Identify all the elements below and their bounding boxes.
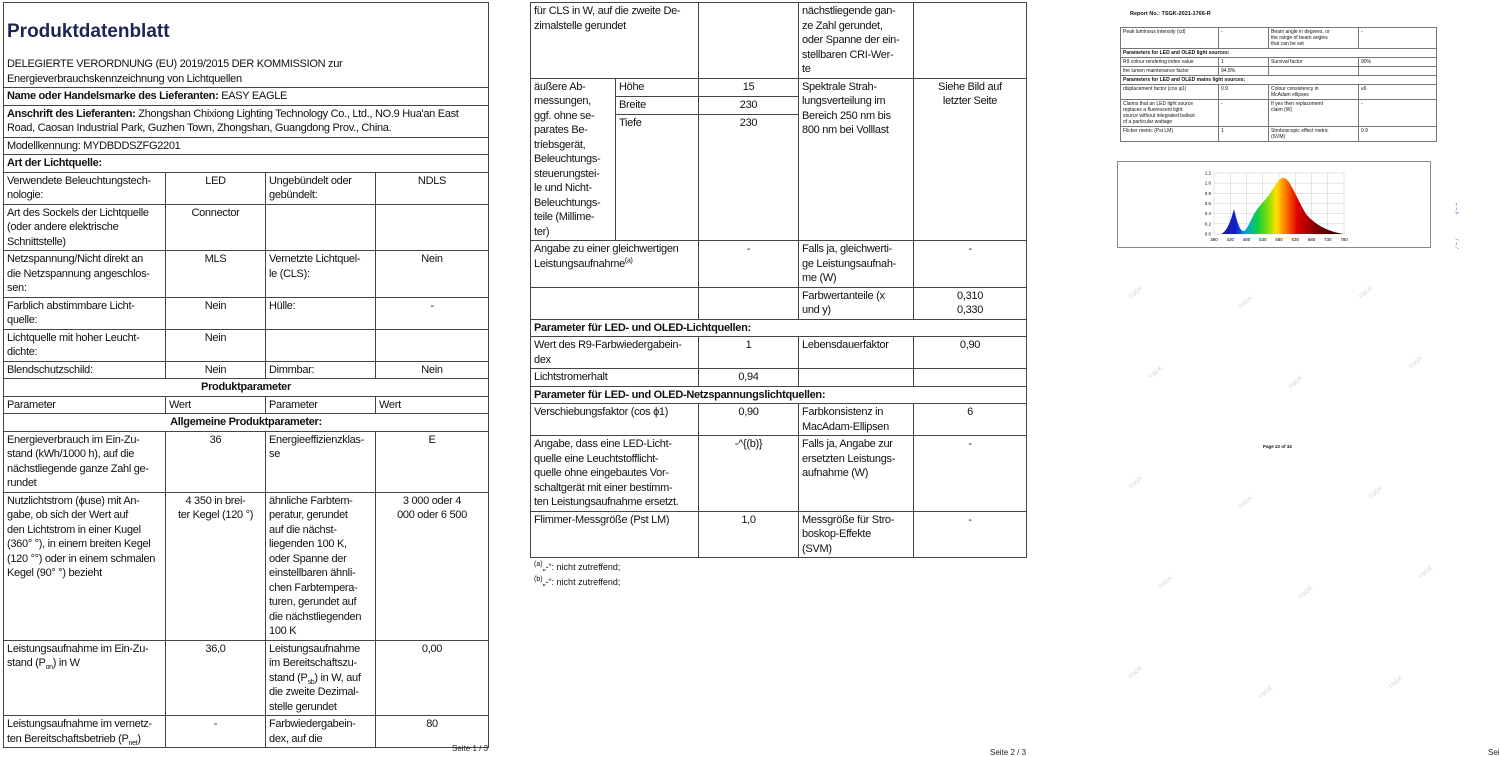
table-row	[4, 88, 489, 106]
table-row	[4, 155, 489, 173]
y-tick-label: 0.8	[1204, 190, 1211, 196]
table-cell: Art des Sockels der Lichtquelle (oder andere elektrische Schnittstelle)	[4, 204, 166, 251]
spectrum-curve	[1221, 178, 1344, 234]
report-number: Report No.: TSGK-2021-1766-R	[1130, 11, 1211, 17]
table-cell: Verwendete Beleuchtungstech- nologie:	[4, 172, 166, 204]
table-cell: Falls ja, gleichwerti- ge Leistungsaufnah- me (W)	[799, 241, 914, 288]
table-cell: 0,90	[914, 337, 1027, 369]
table-row	[531, 386, 1027, 404]
cell-label: Anschrift des Lieferanten:	[7, 107, 136, 120]
table-cell: -	[699, 241, 799, 288]
table-cell: 4 350 in brei- ter Kegel (120 °)	[166, 492, 266, 640]
report-table-cell: Colour consistency in McAdam ellipses	[1269, 85, 1359, 100]
report-table-cell: -	[1219, 100, 1269, 127]
watermark: TSGK	[1128, 475, 1145, 491]
table-cell: MLS	[166, 251, 266, 298]
table-cell: Connector	[166, 204, 266, 251]
table-cell: LED	[166, 172, 266, 204]
page-3	[1088, 0, 1500, 757]
table-row	[531, 436, 1027, 512]
table-cell: 36,0	[166, 640, 266, 716]
watermark: TSGK	[1158, 575, 1175, 591]
table-cell: 230	[699, 115, 799, 241]
table-cell: ähnliche Farbtem- peratur, gerundet auf die nächst- liegenden 100 K, oder Spanne der einstellbaren ähnli- chen Farbtempera- turen, gerundet auf die nächstliegenden 100 K	[266, 492, 376, 640]
table-row	[4, 137, 489, 155]
x-tick-label: 430	[1226, 237, 1235, 242]
table-row	[4, 172, 489, 204]
watermark: TSGK	[1288, 375, 1305, 391]
report-table-cell: 1	[1219, 58, 1269, 67]
table-cell: Leistungsaufnahme im Bereitschaftszu- stand $(P_{sb})$ in W, auf die zweite Dezimal- stelle gerundet	[266, 640, 376, 716]
table-cell: Farbwertanteile (x und y)	[799, 287, 914, 319]
table-cell: Allgemeine Produktparameter:	[4, 414, 489, 432]
watermark: TSGK	[1238, 495, 1255, 511]
table-row	[1121, 67, 1437, 76]
table-row	[531, 78, 1027, 96]
regulation-text: DELEGIERTE VERORDNUNG (EU) 2019/2015 DER KOMMISSION zur Energieverbrauchskennzeichnung von Lichtquellen	[7, 58, 343, 85]
report-table-cell: Parameters for LED and OLED light sources:	[1121, 49, 1437, 58]
table-cell: Wert des R9-Farbwiedergabein- dex	[531, 337, 699, 369]
table-row	[531, 319, 1027, 337]
table-row	[531, 369, 1027, 387]
table-cell: Energieverbrauch im Ein-Zu- stand (kWh/1000 h), auf die nächstliegende ganze Zahl ge- rundet	[4, 431, 166, 492]
table-cell: Dimmbar:	[266, 361, 376, 379]
table-row	[1121, 28, 1437, 49]
page-number: Seite 1 / 3	[452, 744, 489, 753]
x-tick-label: 730	[1323, 237, 1332, 242]
report-table-cell: 90%	[1359, 58, 1437, 67]
table-cell: Art der Lichtquelle:	[4, 155, 489, 173]
table-cell: nächstliegende gan- ze Zahl gerundet, oder Spanne der ein- stellbaren CRI-Wer- te	[799, 3, 914, 79]
report-table-cell: 1	[1219, 127, 1269, 142]
table-cell: Blendschutzschild:	[4, 361, 166, 379]
table-cell: Flimmer-Messgröße (Pst LM)	[531, 511, 699, 558]
table-row	[531, 337, 1027, 369]
table-row	[4, 414, 489, 432]
x-tick-label: 780	[1340, 237, 1348, 242]
x-tick-label: 630	[1291, 237, 1300, 242]
table-cell: Energieeffizienzklas- se	[266, 431, 376, 492]
spectrum-chart-box	[1117, 161, 1431, 248]
table-cell: 0,94	[699, 369, 799, 387]
report-table-cell: Claims that an LED light source replaces a fluorescent light source without integrated ballast of a particular wattage	[1121, 100, 1219, 127]
report-table-cell: R9 colour rendering index value	[1121, 58, 1219, 67]
cell-label: Name oder Handelsmarke des Lieferanten:	[7, 90, 219, 102]
table-cell: Siehe Bild auf letzter Seite	[914, 78, 1027, 241]
footnote-b: $^{(b)}$„-“: nicht zutreffend;	[534, 576, 621, 587]
table-cell: Parameter	[4, 396, 166, 414]
table-cell: 0,310 0,330	[914, 287, 1027, 319]
table-cell: Angabe, dass eine LED-Licht- quelle eine Leuchtstofflicht- quelle ohne eingebautes Vor- schaltgerät mit einer bestimm- ten Leistungsaufnahme ersetzt.	[531, 436, 699, 512]
table-cell	[531, 287, 699, 319]
table-cell: Farbwiedergabein- dex, auf die	[266, 716, 376, 748]
page-number: Seite 2 / 3	[990, 748, 1027, 757]
table-cell: Farbkonsistenz in MacAdam-Ellipsen	[799, 404, 914, 436]
cell-value: Zhongshan Chixiong Lighting Technology Co., Ltd., NO.9 Hua'an East Road, Caosan Industrial Park, Guzhen Town, Zhongshan, Guangdong Prov., China.	[7, 107, 459, 134]
y-tick-label: 0.4	[1204, 211, 1211, 217]
y-tick-label: 0.0	[1204, 231, 1211, 237]
table-row	[4, 396, 489, 414]
report-table-cell: Flicker metric (Pst LM)	[1121, 127, 1219, 142]
watermark: TSGK	[1238, 295, 1255, 311]
y-tick-label: 0.2	[1204, 221, 1211, 227]
footnote-a: $^{(a)}$„-“: nicht zutreffend;	[534, 561, 621, 572]
table-cell: Breite	[616, 96, 699, 114]
table-cell: Lebensdauerfaktor	[799, 337, 914, 369]
watermark: TSGK	[1388, 675, 1405, 691]
report-table-cell: 94.8%	[1219, 67, 1269, 76]
product-data-table	[3, 2, 489, 748]
cell-value: EASY EAGLE	[218, 90, 288, 102]
table-cell: 6	[914, 404, 1027, 436]
table-cell: Nein	[376, 251, 489, 298]
table-cell	[376, 329, 489, 361]
table-cell: Nein	[166, 297, 266, 329]
table-cell: Höhe	[616, 78, 699, 96]
table-row	[4, 379, 489, 397]
report-table-cell: Stroboscopic effect metric (SVM)	[1269, 127, 1359, 142]
page-2	[528, 0, 1028, 757]
table-row	[4, 492, 489, 640]
watermark: TSGK	[1148, 365, 1165, 381]
watermark: TSGK	[1358, 285, 1375, 301]
page-title: Produktdatenblatt	[7, 20, 170, 42]
table-cell	[914, 369, 1027, 387]
table-row	[4, 431, 489, 492]
table-cell: 1,0	[699, 511, 799, 558]
y-tick-label: 0.6	[1204, 201, 1211, 206]
table-row	[4, 297, 489, 329]
report-table-cell: Peak luminous intensity (cd)	[1121, 28, 1219, 49]
table-row	[1121, 127, 1437, 142]
table-cell: Falls ja, Angabe zur ersetzten Leistungs- aufnahme (W)	[799, 436, 914, 512]
table-cell	[914, 3, 1027, 79]
y-tick-label: 1.0	[1204, 180, 1211, 186]
table-cell: -	[376, 297, 489, 329]
x-tick-label: 530	[1258, 237, 1267, 242]
report-table-cell: the lumen maintenance factor	[1121, 67, 1219, 76]
page-number: Page 22 of 34	[1263, 444, 1292, 449]
table-cell: für CLS in W, auf die zweite De- zimalstelle gerundet	[531, 3, 699, 79]
table-row	[4, 716, 489, 748]
spectral-distribution-chart	[1118, 162, 1432, 249]
x-tick-label: 480	[1242, 237, 1251, 242]
table-cell: -	[914, 511, 1027, 558]
table-cell: Farblich abstimmbare Licht- quelle:	[4, 297, 166, 329]
partial-page-number: Sei	[1488, 748, 1500, 757]
report-table-cell: -	[1219, 28, 1269, 49]
page-1	[0, 0, 492, 757]
table-row	[531, 511, 1027, 558]
table-cell: Netzspannung/Nicht direkt an die Netzspannung angeschlos- sen:	[4, 251, 166, 298]
table-cell: Ungebündelt oder gebündelt:	[266, 172, 376, 204]
table-cell: Nutzlichtstrom (ϕuse) mit An- gabe, ob sich der Wert auf den Lichtstrom in einer Kugel (360° °), in einem breiten Kegel (120 °°) oder in einem schmalen Kegel (90° °) bezieht	[4, 492, 166, 640]
table-row	[1121, 49, 1437, 58]
table-cell: Nein	[166, 361, 266, 379]
table-row	[4, 329, 489, 361]
table-cell: Nein	[376, 361, 489, 379]
table-cell: 36	[166, 431, 266, 492]
table-cell: Messgröße für Stro- boskop-Effekte (SVM)	[799, 511, 914, 558]
table-cell	[699, 3, 799, 79]
table-cell: Leistungsaufnahme im Ein-Zu- stand $(P_{on})$ in W	[4, 640, 166, 716]
table-cell: Vernetzte Lichtquel- le (CLS):	[266, 251, 376, 298]
table-cell: -	[914, 241, 1027, 288]
table-row	[4, 640, 489, 716]
watermark: TSGK	[1418, 565, 1435, 581]
report-table-cell	[1359, 67, 1437, 76]
watermark: TSGK	[1128, 665, 1145, 681]
table-cell: Angabe zu einer gleichwertigen Leistungsaufnahme$^{(a)}$	[531, 241, 699, 288]
table-cell: 0,90	[699, 404, 799, 436]
table-row	[1121, 76, 1437, 85]
table-cell: -	[914, 436, 1027, 512]
x-tick-label: 380	[1210, 237, 1218, 242]
table-cell: Leistungsaufnahme im vernetz- ten Bereitschaftsbetrieb $(P_{net})$	[4, 716, 166, 748]
table-cell	[266, 204, 376, 251]
table-cell: äußere Ab- messungen, ggf. ohne se- parates Be- triebsgerät, Beleuchtungs- steuerungstei- le und Nicht- Beleuchtungs- teile (Millime- ter)	[531, 78, 616, 241]
table-row	[531, 241, 1027, 288]
watermark: TSGK	[1258, 685, 1275, 701]
title-row	[4, 3, 489, 88]
table-cell: Wert	[166, 396, 266, 414]
report-table-cell: Beam angle in degrees, or the range of beam angles that can be set	[1269, 28, 1359, 49]
table-cell: 15	[699, 78, 799, 96]
table-row	[531, 404, 1027, 436]
table-cell	[4, 88, 489, 106]
watermark: TSGK	[1368, 485, 1385, 501]
report-table-cell: displacement factor (cos φ1)	[1121, 85, 1219, 100]
x-tick-label: 580	[1275, 237, 1283, 242]
table-cell: Lichtquelle mit hoher Leucht- dichte:	[4, 329, 166, 361]
table-row	[4, 204, 489, 251]
table-row	[1121, 85, 1437, 100]
table-row	[531, 3, 1027, 79]
side-mark: ﾉ ¬ ﾉ	[1452, 238, 1459, 249]
table-cell: E	[376, 431, 489, 492]
table-cell: 3 000 oder 4 000 oder 6 500	[376, 492, 489, 640]
page-2-content	[530, 2, 1026, 588]
table-cell: Modellkennung: MYDBDDSZFG2201	[4, 137, 489, 155]
product-data-table-continued	[530, 2, 1027, 558]
table-cell: NDLS	[376, 172, 489, 204]
x-tick-label: 680	[1307, 237, 1316, 242]
table-row	[4, 251, 489, 298]
table-row	[4, 105, 489, 137]
table-cell: 80	[376, 716, 489, 748]
watermark: TSGK	[1128, 285, 1145, 301]
table-cell: -^{(b)}	[699, 436, 799, 512]
report-table-cell: -	[1359, 28, 1437, 49]
table-cell: Lichtstromerhalt	[531, 369, 699, 387]
report-table-cell: -	[1359, 100, 1437, 127]
table-cell: 1	[699, 337, 799, 369]
table-cell: Tiefe	[616, 115, 699, 241]
y-tick-label: 1.2	[1204, 170, 1211, 176]
watermark: TSGK	[1298, 585, 1315, 601]
report-table-cell: Survival factor	[1269, 58, 1359, 67]
table-cell: Wert	[376, 396, 489, 414]
table-cell: 230	[699, 96, 799, 114]
table-row	[1121, 58, 1437, 67]
table-cell	[799, 369, 914, 387]
table-cell: Parameter	[266, 396, 376, 414]
table-row	[1121, 100, 1437, 127]
table-cell	[699, 287, 799, 319]
table-cell: Verschiebungsfaktor (cos ϕ1)	[531, 404, 699, 436]
table-cell	[4, 105, 489, 137]
report-table-cell: If yes then replacement claim (W)	[1269, 100, 1359, 127]
table-cell: Nein	[166, 329, 266, 361]
report-table-cell: 0.9	[1359, 127, 1437, 142]
table-cell: Spektrale Strah- lungsverteilung im Bereich 250 nm bis 800 nm bei Volllast	[799, 78, 914, 241]
watermark: TSGK	[1408, 355, 1425, 371]
table-row	[531, 287, 1027, 319]
report-table-cell: Parameters for LED and OLED mains light sources:	[1121, 76, 1437, 85]
report-table-cell	[1269, 67, 1359, 76]
test-report-table	[1120, 27, 1437, 142]
table-cell: -	[166, 716, 266, 748]
table-cell: Hülle:	[266, 297, 376, 329]
report-table-cell: 0.9	[1219, 85, 1269, 100]
table-cell: 0,00	[376, 640, 489, 716]
table-cell	[266, 329, 376, 361]
table-cell	[376, 204, 489, 251]
table-cell: Parameter für LED- und OLED-Lichtquellen:	[531, 319, 1027, 337]
side-mark: ⌐ ¬ ﾈ	[1453, 202, 1460, 215]
table-cell: Parameter für LED- und OLED-Netzspannungslichtquellen:	[531, 386, 1027, 404]
report-table-cell: ≤6	[1359, 85, 1437, 100]
table-cell: Produktparameter	[4, 379, 489, 397]
table-row	[4, 361, 489, 379]
